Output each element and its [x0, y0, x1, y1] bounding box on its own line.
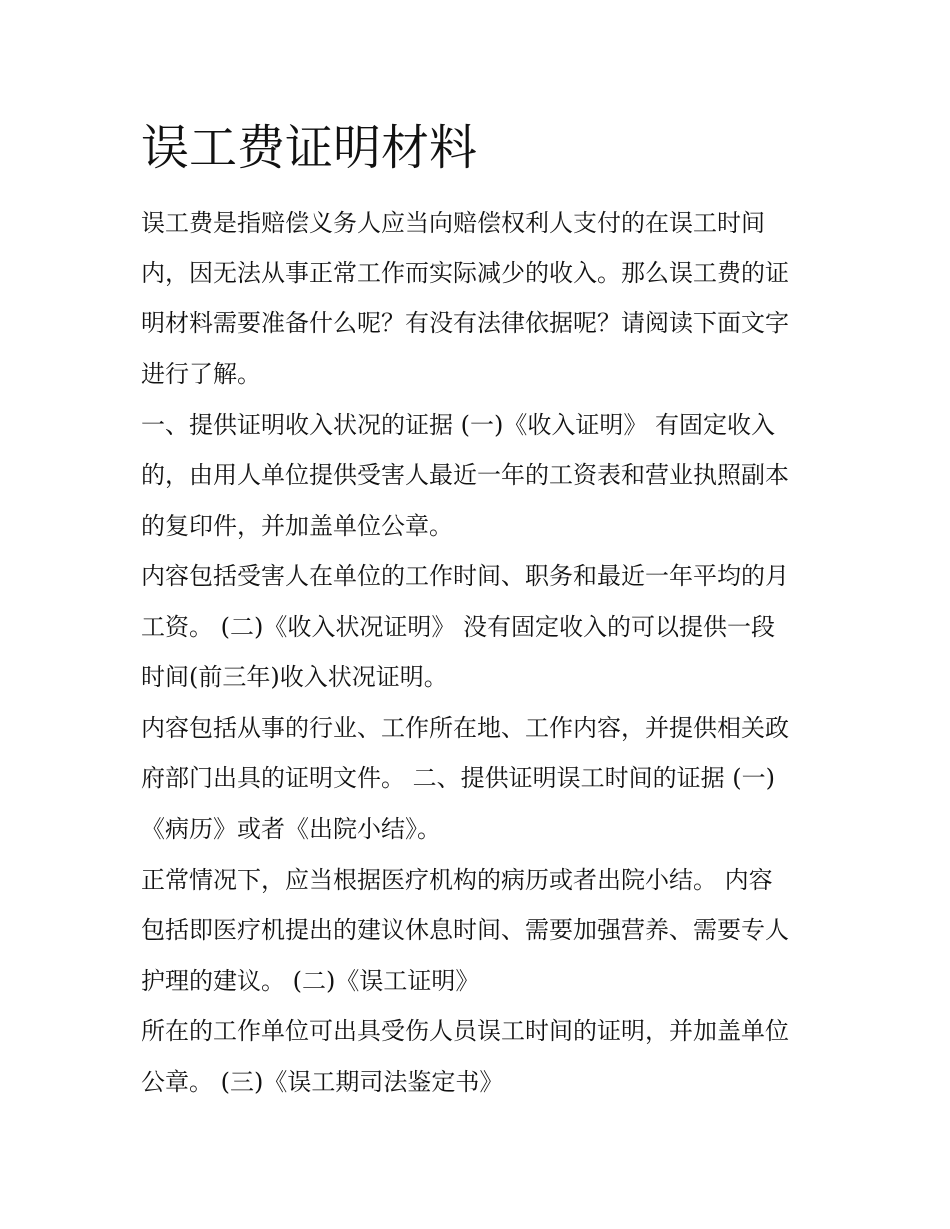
paragraph-line-16: 护理的建议。 (二)《误工证明》 — [141, 967, 480, 995]
paragraph-line-10: 时间(前三年)收入状况证明。 — [141, 663, 448, 691]
paragraph-line-17: 所在的工作单位可出具受伤人员误工时间的证明，并加盖单位 — [141, 1017, 789, 1045]
paragraph-line-2: 内，因无法从事正常工作而实际减少的收入。那么误工费的证 — [141, 259, 789, 287]
paragraph-line-5: 一、提供证明收入状况的证据 (一)《收入证明》 有固定收入 — [141, 411, 775, 439]
paragraph-line-1: 误工费是指赔偿义务人应当向赔偿权利人支付的在误工时间 — [141, 209, 765, 237]
paragraph-line-6: 的，由用人单位提供受害人最近一年的工资表和营业执照副本 — [141, 461, 789, 489]
document-title: 误工费证明材料 — [141, 120, 478, 176]
paragraph-line-9: 工资。 (二)《收入状况证明》 没有固定收入的可以提供一段 — [141, 613, 775, 641]
paragraph-line-7: 的复印件，并加盖单位公章。 — [141, 512, 453, 540]
paragraph-line-8: 内容包括受害人在单位的工作时间、职务和最近一年平均的月 — [141, 562, 789, 590]
paragraph-line-12: 府部门出具的证明文件。 二、提供证明误工时间的证据 (一) — [141, 764, 775, 792]
paragraph-line-11: 内容包括从事的行业、工作所在地、工作内容，并提供相关政 — [141, 714, 789, 742]
paragraph-line-14: 正常情况下，应当根据医疗机构的病历或者出院小结。 内容 — [141, 866, 773, 894]
paragraph-line-18: 公章。 (三)《误工期司法鉴定书》 — [141, 1068, 504, 1096]
paragraph-line-4: 进行了解。 — [141, 360, 261, 388]
paragraph-line-15: 包括即医疗机提出的建议休息时间、需要加强营养、需要专人 — [141, 916, 789, 944]
paragraph-line-3: 明材料需要准备什么呢？有没有法律依据呢？请阅读下面文字 — [141, 309, 789, 337]
paragraph-line-13: 《病历》或者《出院小结》。 — [141, 815, 441, 843]
